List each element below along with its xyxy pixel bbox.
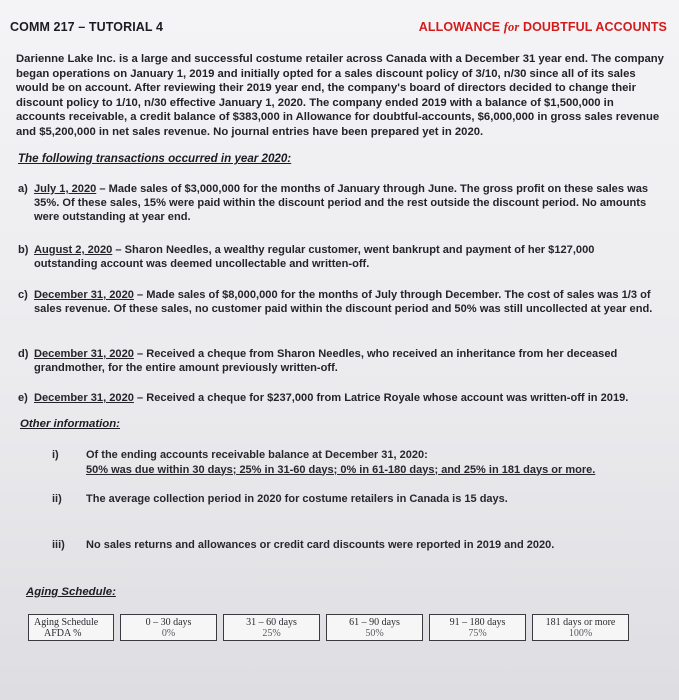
transaction-c [18,288,658,316]
tutorial-title: COMM 217 – TUTORIAL 4 [10,20,164,34]
topic-title [419,20,667,35]
aging-percent: 0% [161,628,176,639]
transactions-heading: The following transactions occurred in year 2020: [18,152,292,165]
transaction-marker: c) [18,289,28,301]
transaction-e [18,391,658,405]
aging-bucket [223,614,320,641]
topic-word-doubtful: DOUBTFUL ACCOUNTS [522,20,667,34]
other-info-ii [52,492,642,507]
aging-percent: 25% [262,628,281,639]
transaction-date: July 1, 2020 [34,183,97,195]
aging-percent: 100% [568,628,593,639]
transaction-date: December 31, 2020 [34,392,134,404]
aging-range: 0 – 30 days [145,617,192,628]
transaction-text: – Received a cheque for $237,000 from Latrice Royale whose account was written-off in 2019. [133,392,629,404]
aging-percent: 75% [468,628,487,639]
aging-bucket [532,614,629,641]
transaction-text: – Received a cheque from Sharon Needles, who received an inheritance from her deceased grandmother, for the entire amount previously written-off. [34,348,618,374]
transaction-b [18,243,658,271]
transaction-a [18,182,658,224]
transaction-date: December 31, 2020 [34,348,134,360]
aging-schedule-title: Aging Schedule: [26,586,116,598]
transaction-text: – Made sales of $3,000,000 for the months of January through June. The gross profit on these sales was 35%. Of these sales, 15% were paid within the discount period and the rest outside the discount period. No amounts were outstanding at year end. [34,183,649,223]
aging-bucket [326,614,423,641]
other-info-heading: Other information: [20,418,120,430]
info-line: No sales returns and allowances or credit card discounts were reported in 2019 and 2020. [86,539,555,551]
info-line: The average collection period in 2020 for costume retailers in Canada is 15 days. [86,493,508,505]
intro-paragraph: Darienne Lake Inc. is a large and successful costume retailer across Canada with a December 31 year end. The company began operations on January 1, 2019 and initially opted for a sales discount policy of 3/10, n/30 since all of its sales would be on account. After reviewing their 2019 year end, the company's board of directors decided to change their discount policy to 1/10, n/30 effective January 1, 2020. The company ended 2019 with a balance of $1,500,000 in accounts receivable, a credit balance of $383,000 in Allowance for doubtful-accounts, $6,000,000 in gross sales revenue and $5,200,000 in net sales revenue. No journal entries have been prepared yet in 2020. [16,53,664,138]
aging-range: 91 – 180 days [449,617,506,628]
transaction-marker: d) [18,348,29,360]
info-marker: ii) [52,493,62,505]
transaction-marker: b) [18,244,29,256]
aging-schedule-table [28,614,629,641]
aging-percent: 50% [365,628,384,639]
aging-range: 181 days or more [545,617,616,628]
transaction-date: December 31, 2020 [34,289,134,301]
info-line: Of the ending accounts receivable balance at December 31, 2020: [86,449,428,461]
transaction-marker: a) [18,183,28,195]
topic-word-for: for [503,20,520,34]
transaction-date: August 2, 2020 [34,244,113,256]
topic-word-allowance: ALLOWANCE [418,20,501,34]
transaction-d [18,347,658,375]
transaction-marker: e) [18,392,28,404]
aging-range: 31 – 60 days [246,617,297,628]
transaction-text: – Sharon Needles, a wealthy regular customer, went bankrupt and payment of her $127,000 outstanding account was deemed uncollectable and written-off. [34,244,595,270]
aging-bucket [120,614,217,641]
aging-row-header [28,614,114,641]
transaction-text: – Made sales of $8,000,000 for the months of July through December. The cost of sales was 1/3 of sales revenue. Of these sales, no customer paid within the discount period and 50% was still uncollected at year end. [34,289,653,315]
info-marker: i) [52,449,59,461]
other-info-iii [52,538,642,553]
aging-bucket [429,614,526,641]
aging-header-label: Aging Schedule [34,617,99,628]
aging-range: 61 – 90 days [349,617,400,628]
page-header [10,20,667,35]
aging-header-sub: AFDA % [44,628,82,639]
other-info-i [52,448,642,477]
info-line-underlined: 50% was due within 30 days; 25% in 31-60 days; 0% in 61-180 days; and 25% in 181 days or more. [86,463,596,476]
info-marker: iii) [52,539,65,551]
